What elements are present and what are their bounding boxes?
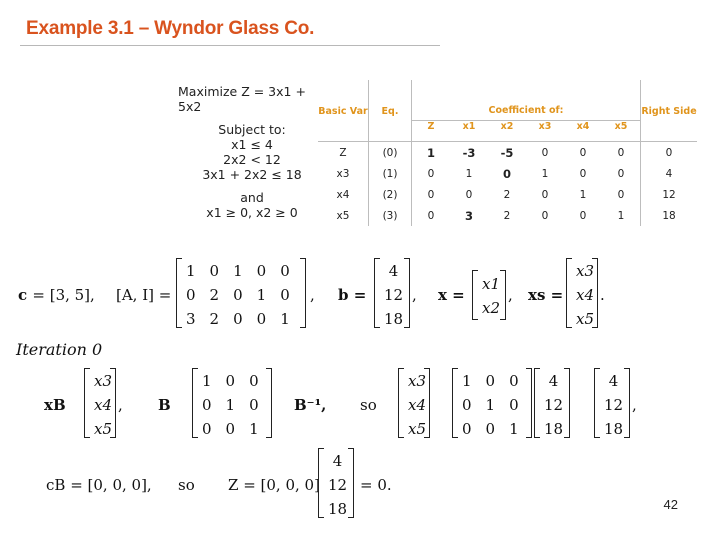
xB2-bracket-right [424,368,430,438]
and-label: and [240,190,264,205]
cell: 0 [617,146,625,159]
iteration-heading: Iteration 0 [16,340,103,359]
I-cell: 1 [485,396,496,414]
b-cell: 4 [388,262,399,280]
result-cell: 4 [608,372,619,390]
xB-label: xB [44,396,66,414]
A-label: [A, I] = [116,286,172,304]
B-cell: 0 [202,420,212,438]
B-cell: 1 [202,372,212,390]
row-basic: Z [318,142,369,164]
row-rhs: 12 [641,184,698,205]
xs-cell: x3 [576,262,595,280]
bvec-bracket-right [564,368,570,438]
cell: 0 [579,209,587,222]
zvec-cell: 18 [328,500,348,518]
nonneg: x1 ≥ 0, x2 ≥ 0 [206,205,298,220]
xB-cell: x4 [94,396,113,414]
cell: 1 [465,167,473,180]
a-cell: 1 [256,286,267,304]
cell: 1 [426,145,435,160]
slide-title: Example 3.1 – Wyndor Glass Co. [26,18,315,39]
c-value: = [3, 5], [32,286,95,304]
c-label: c [18,286,28,304]
zvec-cell: 4 [332,452,343,470]
a-cell: 1 [233,262,243,280]
subject-to: Subject to: [218,122,286,137]
a-cell: 0 [256,310,267,328]
b-cell: 12 [384,286,404,304]
page-number: 42 [663,497,678,512]
xs-label: xs = [528,286,564,304]
bvec-cell: 12 [544,396,564,414]
tableau-row [318,205,697,226]
c-vector [18,286,95,304]
col-x3: x3 [526,121,564,142]
xB-cell: x5 [94,420,113,438]
I-cell: 1 [462,372,472,390]
cell: 0 [427,167,435,180]
cell: 2 [503,188,511,201]
b-bracket-right [404,258,410,328]
a-cell: 2 [209,286,220,304]
row-basic: x3 [318,163,369,184]
I-cell: 0 [462,420,472,438]
A-bracket-right [300,258,306,328]
a-cell: 0 [280,286,290,304]
xB-cell: x5 [408,420,427,438]
constraint-1: x1 ≤ 4 [231,137,273,152]
row-rhs: 18 [641,205,698,226]
lp-formulation [172,84,332,220]
x-label: x = [438,286,465,304]
xs-bracket-right [592,258,598,328]
B-cell: 1 [225,396,236,414]
header-coef: Coefficient of: [412,80,641,121]
row-eq: (1) [369,163,412,184]
constraint-2: 2x2 < 12 [223,152,281,167]
constraint-3: 3x1 + 2x2 ≤ 18 [202,167,302,182]
cell: 0 [579,167,587,180]
B-cell: 0 [202,396,212,414]
xB-bracket-right [110,368,116,438]
a-cell: 0 [209,262,220,280]
cell: -3 [462,145,476,160]
cell: 1 [617,209,625,222]
tableau-row [318,184,697,205]
A-matrix [178,258,298,332]
B-cell: 1 [249,420,259,438]
cell: 0 [541,188,549,201]
I-cell: 0 [509,396,519,414]
B-cell: 0 [249,372,259,390]
bvec-cell: 4 [548,372,559,390]
zvec-cell: 12 [328,476,348,494]
I-bracket-right [526,368,532,438]
a-cell: 3 [186,310,196,328]
bvec-cell: 18 [544,420,564,438]
cell: 0 [465,188,473,201]
cell: 0 [502,166,511,181]
row-eq: (3) [369,205,412,226]
row-eq: (0) [369,142,412,164]
Binv-label: B⁻¹, [294,396,327,414]
a-cell: 0 [233,286,243,304]
row-basic: x4 [318,184,369,205]
B-cell: 0 [225,420,236,438]
result-bracket-right [624,368,630,438]
B-matrix [194,368,267,442]
xs-cell: x5 [576,310,595,328]
simplex-tableau [318,80,697,226]
cell: 2 [503,209,511,222]
header-basic-var: Basic Var [318,80,369,121]
cell: 3 [464,208,473,223]
result-cell: 12 [604,396,624,414]
a-cell: 1 [186,262,196,280]
a-cell: 0 [256,262,267,280]
row-eq: (2) [369,184,412,205]
xB-cell: x4 [408,396,427,414]
row-basic: x5 [318,205,369,226]
I-cell: 0 [485,420,496,438]
row-rhs: 0 [641,142,698,164]
objective: Maximize Z = 3x1 + 5x2 [178,84,306,114]
identity-matrix [454,368,527,442]
cell: 0 [427,188,435,201]
B-cell: 0 [249,396,259,414]
col-x2: x2 [488,121,526,142]
B-label: B [158,396,171,414]
x-bracket-right [500,270,506,320]
a-cell: 1 [280,310,290,328]
cell: 0 [617,167,625,180]
cell: 0 [541,209,549,222]
cB-expression: cB = [0, 0, 0], [46,476,152,494]
Zvec-bracket-right [348,448,354,518]
cell: 0 [579,146,587,159]
so-label-1: so [360,396,377,414]
col-z: Z [412,121,451,142]
cell: -5 [500,145,514,160]
b-cell: 18 [384,310,404,328]
xB-cell: x3 [94,372,113,390]
so-label-2: so [178,476,195,494]
x-cell: x2 [482,299,501,317]
tableau-row [318,163,697,184]
a-cell: 0 [233,310,243,328]
a-cell: 2 [209,310,220,328]
I-cell: 0 [485,372,496,390]
result-cell: 18 [604,420,624,438]
Z-result: = 0. [360,476,392,494]
xs-cell: x4 [576,286,595,304]
I-cell: 0 [509,372,519,390]
cell: 1 [579,188,587,201]
b-label: b = [338,286,367,304]
cell: 0 [427,209,435,222]
tableau-row [318,142,697,164]
header-rhs: Right Side [641,80,698,121]
B-bracket-right [266,368,272,438]
col-x5: x5 [602,121,641,142]
x-cell: x1 [482,275,501,293]
row-rhs: 4 [641,163,698,184]
xB-cell: x3 [408,372,427,390]
header-eq: Eq. [369,80,412,121]
a-cell: 0 [280,262,290,280]
a-cell: 0 [186,286,196,304]
cell: 0 [541,146,549,159]
I-cell: 1 [509,420,519,438]
I-cell: 0 [462,396,472,414]
Z-expression: Z = [0, 0, 0] [228,476,320,494]
cell: 1 [541,167,549,180]
B-cell: 0 [225,372,236,390]
title-divider [20,45,440,46]
cell: 0 [617,188,625,201]
col-x4: x4 [564,121,602,142]
col-x1: x1 [450,121,488,142]
